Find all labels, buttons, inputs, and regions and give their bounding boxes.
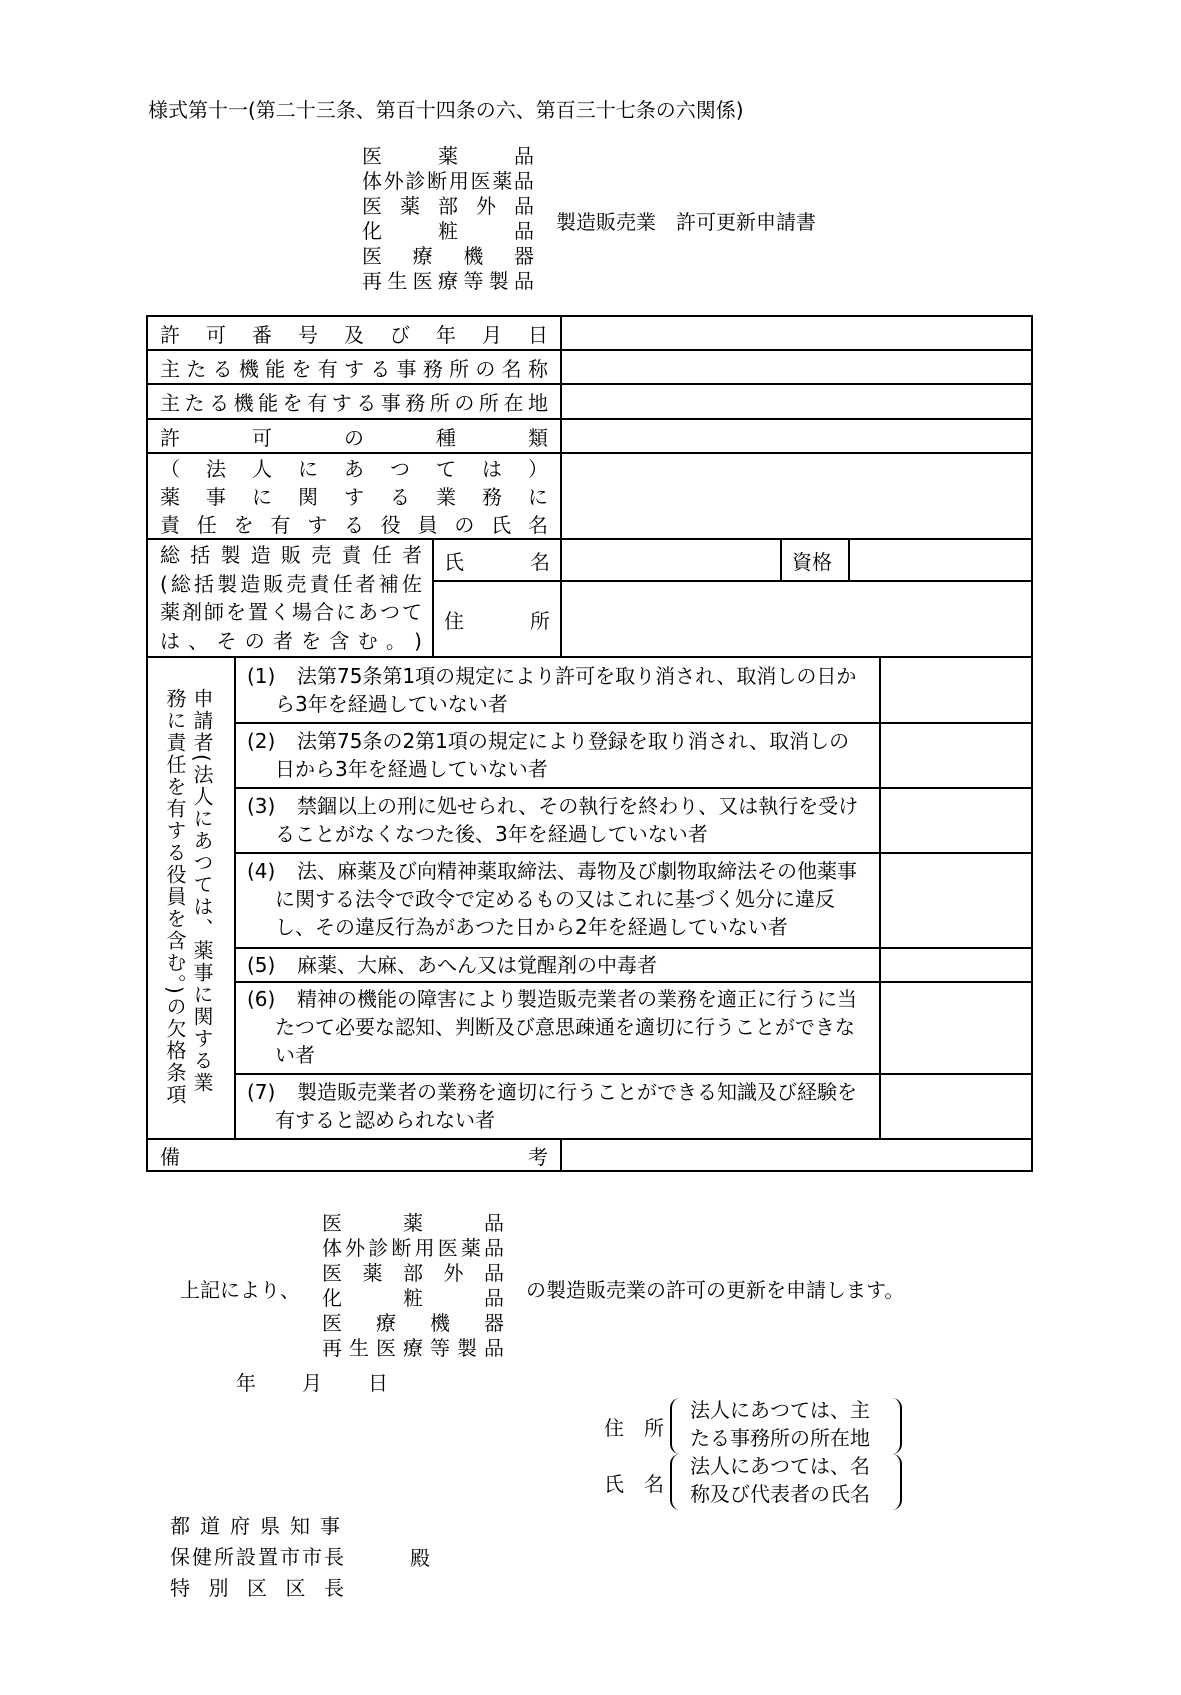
declaration-suffix: の製造販売業の許可の更新を申請します。 (526, 1278, 905, 1302)
label-responsible-officers: （ 法 人 に あ つ て は ） 薬 事 に 関 す る 業 務 に 責 任 を 有 す る 役 員 の 氏 名 (160, 457, 548, 537)
footer-product-type-3: 医 薬 部 外 品 (322, 1261, 504, 1285)
date-day-label: 日 (368, 1371, 388, 1395)
applicant-address-note: 法人にあつては、主 たる事務所の所在地 (690, 1398, 870, 1450)
name-bracket-open (670, 1454, 686, 1510)
footer-product-type-4: 化 粧 品 (322, 1286, 504, 1310)
label-address: 住 所 (444, 608, 550, 633)
footer-product-type-1: 医 薬 品 (322, 1211, 504, 1235)
date-month-label: 月 (302, 1371, 322, 1395)
label-qualification: 資格 (792, 549, 832, 574)
address-bracket-close (886, 1398, 902, 1454)
applicant-address-label: 住 所 (604, 1416, 664, 1440)
honorific: 殿 (410, 1546, 430, 1570)
date-year-label: 年 (236, 1371, 256, 1395)
label-remarks: 備 考 (160, 1144, 548, 1169)
disqualification-label-col1: 申請者(法人にあつては、薬事に関する業 (190, 688, 214, 1094)
product-type-5: 医 療 機 器 (362, 244, 534, 268)
applicant-name-note: 法人にあつては、名 称及び代表者の氏名 (690, 1454, 870, 1506)
declaration-prefix: 上記により、 (180, 1278, 300, 1302)
form-title: 様式第十一(第二十三条、第百十四条の六、第百三十七条の六関係) (148, 98, 744, 122)
recipient-governor: 都 道 府 県 知 事 (170, 1514, 340, 1538)
product-type-1: 医 薬 品 (362, 144, 534, 168)
label-office-name: 主 た る 機 能 を 有 す る 事 務 所 の 名 称 (160, 356, 548, 381)
footer-product-type-5: 医 療 機 器 (322, 1311, 504, 1335)
recipient-mayor: 保 健 所 設 置 市 市 長 (170, 1545, 344, 1569)
footer-product-type-2: 体 外 診 断 用 医 薬 品 (322, 1236, 504, 1260)
label-permit-type: 許 可 の 種 類 (160, 425, 548, 450)
footer-product-types (322, 1211, 504, 1361)
label-name: 氏 名 (444, 549, 550, 574)
recipient-ward-head: 特 別 区 区 長 (170, 1576, 344, 1600)
product-type-3: 医 薬 部 外 品 (362, 194, 534, 218)
address-bracket-open (670, 1398, 686, 1454)
footer-product-type-6: 再 生 医 療 等 製 品 (322, 1336, 504, 1360)
label-office-address: 主 た る 機 能 を 有 す る 事 務 所 の 所 在 地 (160, 391, 548, 415)
product-type-6: 再 生 医 療 等 製 品 (362, 269, 534, 293)
label-general-manager: 総 括 製 造 販 売 責 任 者 ( 総 括 製 造 販 売 責 任 者 補 佐 薬 剤 師 を 置 く 場 合 に あ つ て は 、 そ の 者 を 含 む 。 ) (160, 543, 422, 653)
label-permit-number: 許 可 番 号 及 び 年 月 日 (160, 322, 548, 347)
applicant-name-label: 氏 名 (604, 1472, 664, 1496)
product-type-2: 体 外 診 断 用 医 薬 品 (362, 169, 534, 193)
recipient-list (170, 1511, 344, 1604)
name-bracket-close (886, 1454, 902, 1510)
disqualification-label-col2: 務に責任を有する役員を含む。)の欠格条項 (163, 688, 187, 1106)
header-product-types (362, 144, 534, 294)
document-title: 製造販売業 許可更新申請書 (556, 210, 816, 234)
product-type-4: 化 粧 品 (362, 219, 534, 243)
